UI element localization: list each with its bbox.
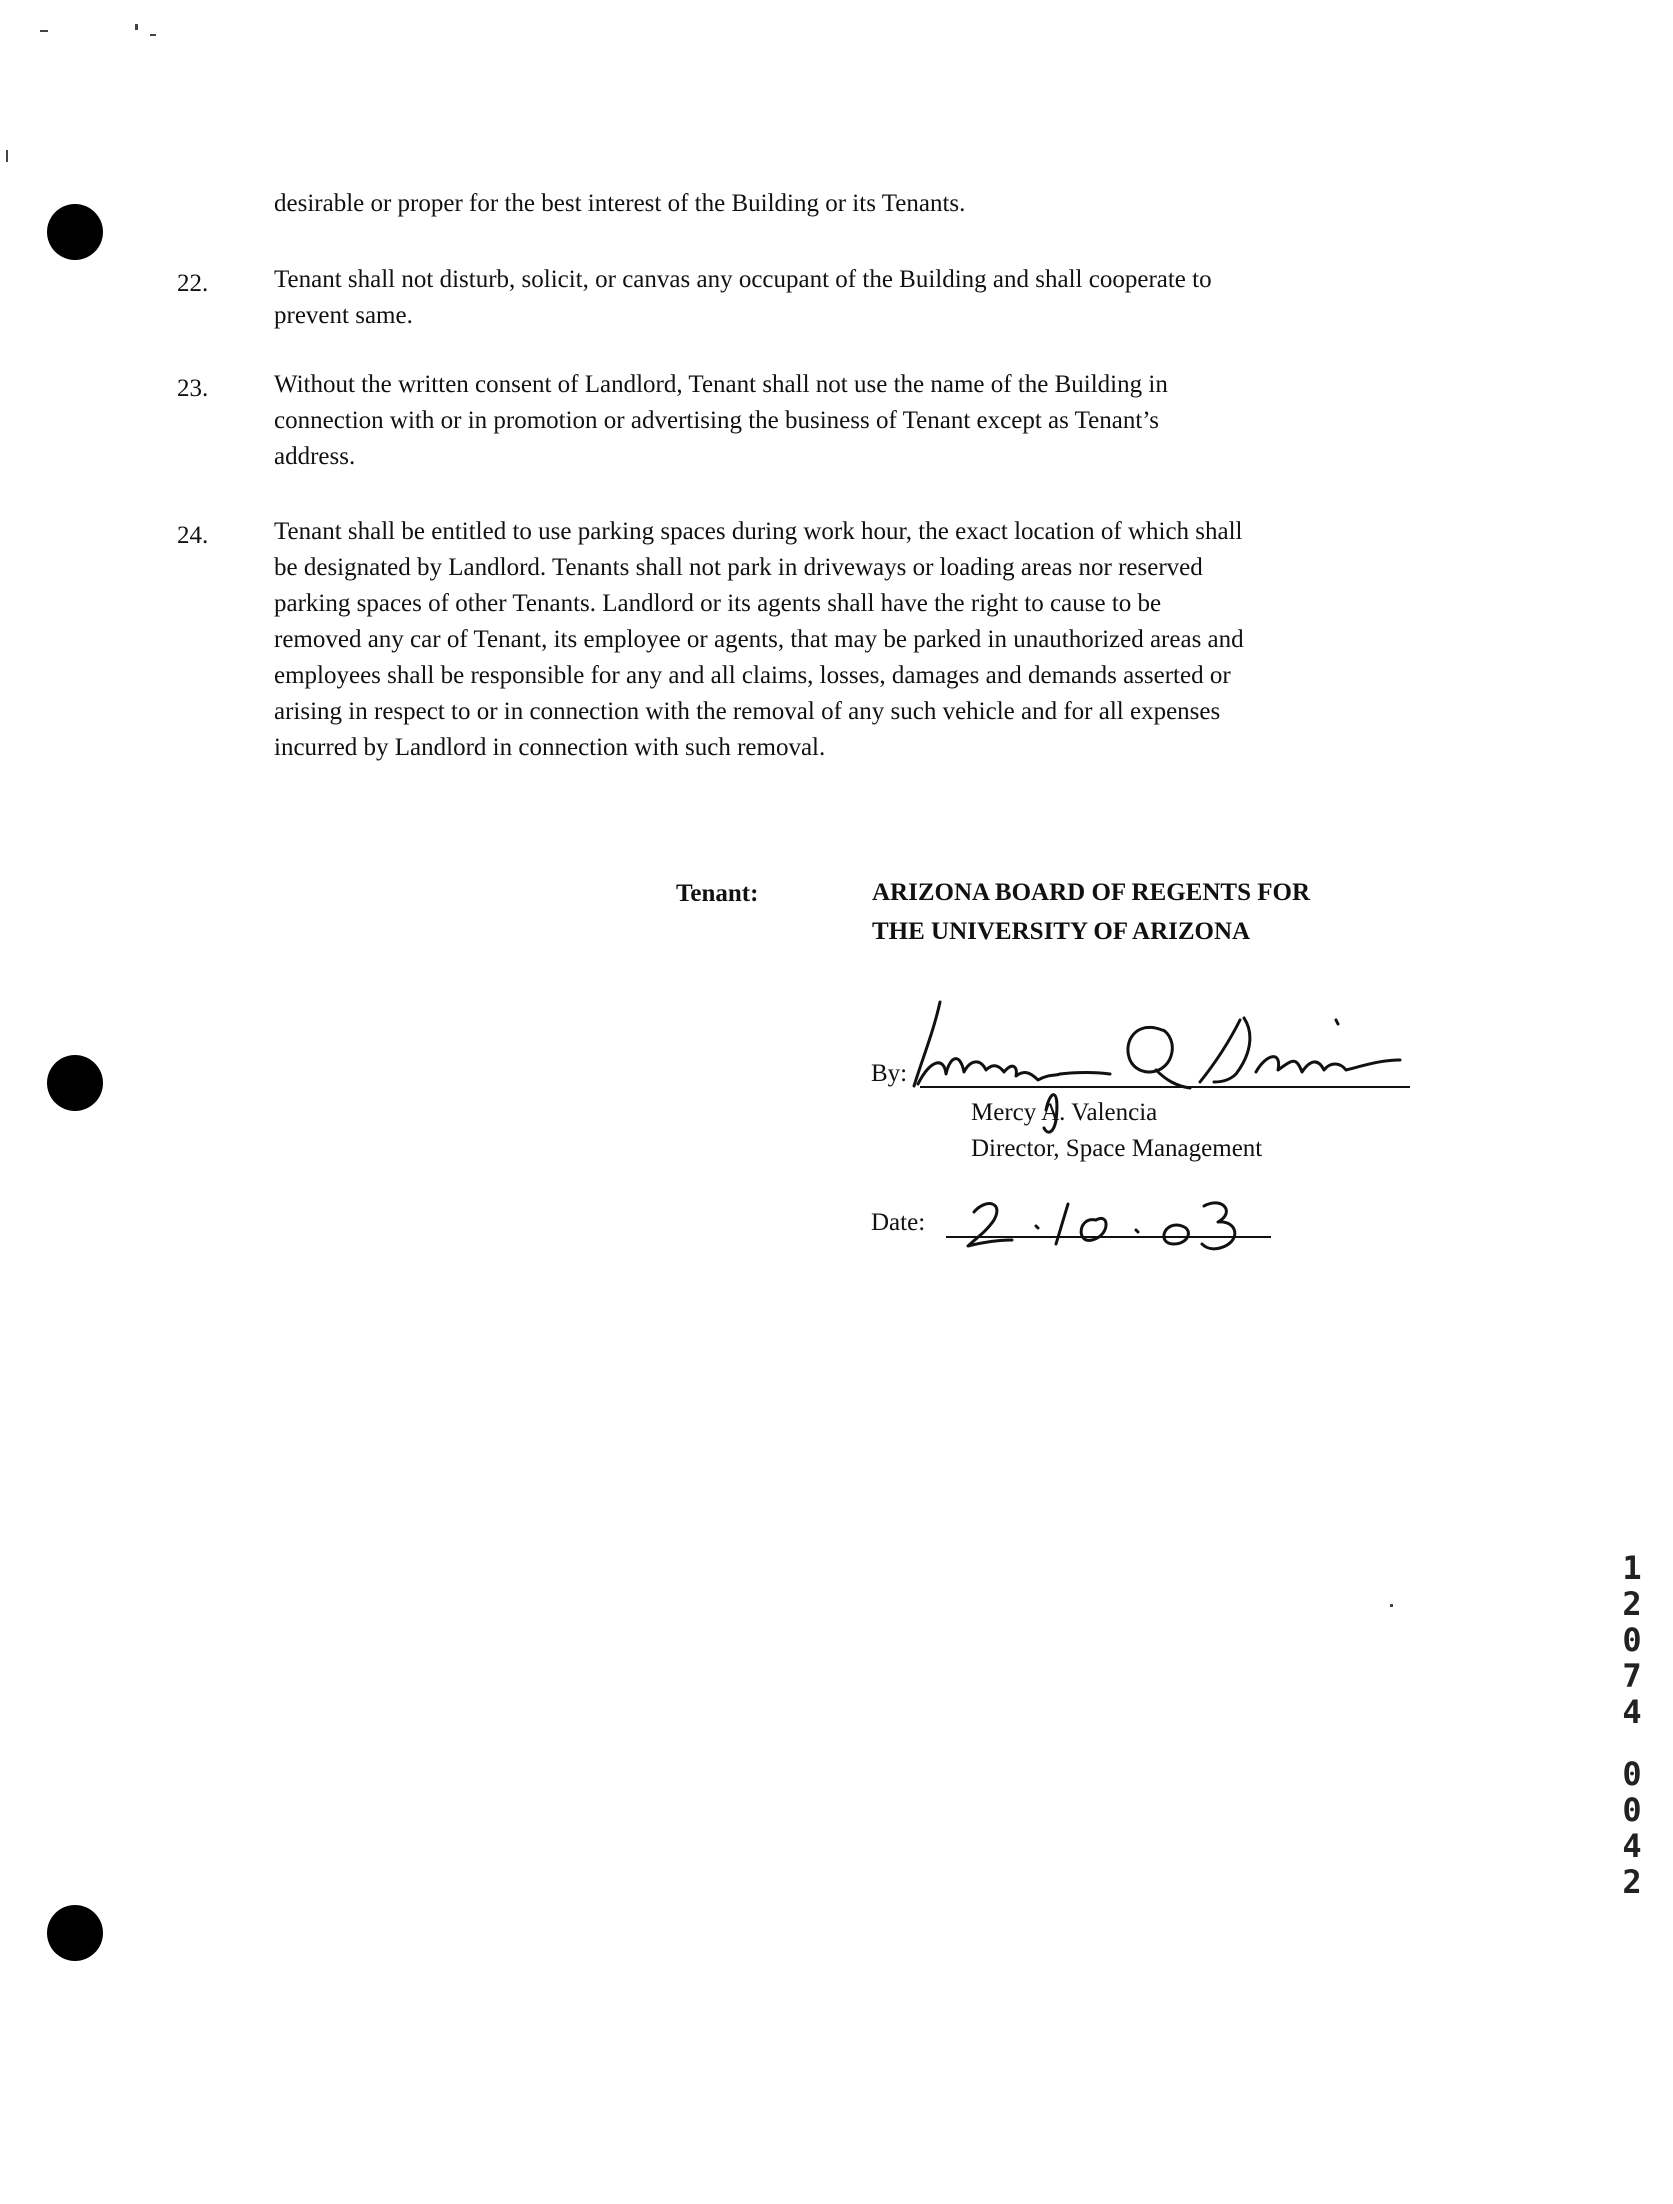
bates-digit: 0 xyxy=(1622,1791,1642,1829)
item-number: 23. xyxy=(177,375,209,402)
handwritten-date xyxy=(960,1190,1280,1260)
bates-gap xyxy=(1612,1730,1652,1756)
bates-digit: 2 xyxy=(1622,1585,1642,1623)
by-label: By: xyxy=(871,1060,908,1087)
scan-mark xyxy=(40,30,48,32)
item-line: be designated by Landlord. Tenants shall not park in driveways or loading areas nor reserved xyxy=(274,554,1203,581)
item-text xyxy=(274,367,1464,475)
bates-digit: 4 xyxy=(1622,1827,1642,1865)
bates-digit: 2 xyxy=(1622,1863,1642,1901)
date-line xyxy=(946,1236,1271,1238)
scan-mark xyxy=(6,150,8,162)
bates-number xyxy=(1612,1550,1652,1900)
scan-mark xyxy=(135,24,138,30)
item-line: employees shall be responsible for any and all claims, losses, damages and demands asserted or xyxy=(274,662,1231,689)
item-number: 24. xyxy=(177,522,209,549)
bates-digit: 0 xyxy=(1622,1755,1642,1793)
item-line: removed any car of Tenant, its employee or agents, that may be parked in unauthorized areas and xyxy=(274,626,1244,653)
signer-info xyxy=(971,1095,1262,1167)
item-line: arising in respect to or in connection with the removal of any such vehicle and for all expenses xyxy=(274,698,1221,725)
party-name xyxy=(872,873,1310,951)
scan-mark xyxy=(1390,1604,1393,1607)
item-line: prevent same. xyxy=(274,302,413,329)
party-line: ARIZONA BOARD OF REGENTS FOR xyxy=(872,879,1311,906)
party-line: THE UNIVERSITY OF ARIZONA xyxy=(872,918,1251,945)
scan-mark xyxy=(150,34,156,36)
item-line: address. xyxy=(274,443,356,470)
punch-hole-middle xyxy=(47,1055,103,1111)
punch-hole-top xyxy=(47,204,103,260)
item-line: parking spaces of other Tenants. Landlord or its agents shall have the right to cause to be xyxy=(274,590,1162,617)
item-line: connection with or in promotion or advertising the business of Tenant except as Tenant’s xyxy=(274,407,1159,434)
punch-hole-bottom xyxy=(47,1905,103,1961)
signer-title: Director, Space Management xyxy=(971,1135,1263,1162)
item-line: Without the written consent of Landlord, Tenant shall not use the name of the Building in xyxy=(274,371,1168,398)
bates-digit: 4 xyxy=(1622,1693,1642,1731)
signature-line xyxy=(920,1086,1410,1088)
item-number: 22. xyxy=(177,270,209,297)
signer-name: Mercy A. Valencia xyxy=(971,1099,1158,1126)
bates-digit: 0 xyxy=(1622,1621,1642,1659)
date-label: Date: xyxy=(871,1209,926,1236)
item-line: incurred by Landlord in connection with such removal. xyxy=(274,734,826,761)
bates-digit: 1 xyxy=(1622,1549,1642,1587)
item-line: Tenant shall not disturb, solicit, or canvas any occupant of the Building and shall cooperate to xyxy=(274,266,1212,293)
bates-digit: 7 xyxy=(1622,1657,1642,1695)
item-text xyxy=(274,514,1464,766)
tenant-label: Tenant: xyxy=(676,880,759,907)
item-line: Tenant shall be entitled to use parking spaces during work hour, the exact location of which shall xyxy=(274,518,1243,545)
continuation-text: desirable or proper for the best interest of the Building or its Tenants. xyxy=(274,190,966,217)
item-text xyxy=(274,262,1464,334)
